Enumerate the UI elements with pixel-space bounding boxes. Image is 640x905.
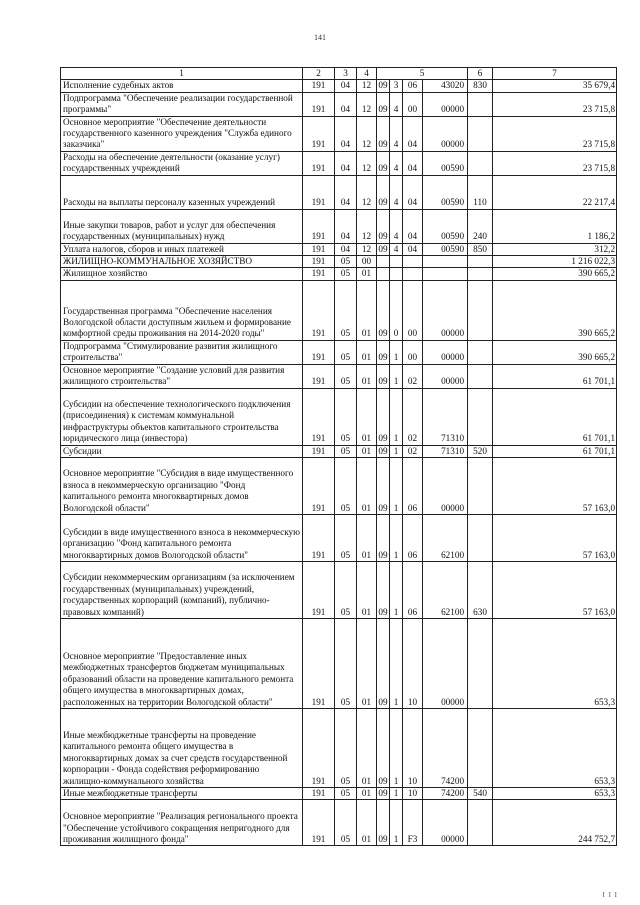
amount-cell: 244 752,7 [493,800,617,846]
table-header-row [61,68,617,80]
amount-cell: 390 665,2 [493,280,617,340]
expense-type-cell [468,388,493,445]
subprogram-code-cell: 1 [390,457,403,514]
subsection-code-cell: 12 [357,92,377,116]
direction-code-cell: 62100 [423,514,468,561]
section-code-cell: 05 [335,280,357,340]
subsection-code-cell: 12 [357,80,377,92]
ministry-code-cell: 191 [303,364,335,388]
program-code-cell: 09 [377,175,390,209]
program-code-cell: 09 [378,445,388,456]
subprogram-code-cell [390,268,403,280]
subprogram-code-cell: 4 [390,175,403,209]
header-cell-subsection: 4 [357,68,377,80]
header-cell-amount: 7 [493,68,617,80]
activity-code-cell: 04 [403,116,423,151]
row-name-cell: Основное мероприятие "Предоставление иных межбюджетных трансфертов бюджетам муниципальных образований области на проведение капитального ремонта общего имущества в многоквартирных домах, расположенных на территории Вологодской области" [61,618,303,708]
program-code-cell: 09 [377,280,390,340]
activity-code-cell: 02 [403,445,423,457]
direction-code-cell: 00000 [423,92,468,116]
table-row [61,514,617,561]
section-code-cell: 05 [335,364,357,388]
direction-code-cell: 62100 [423,561,468,618]
subsection-code-cell: 12 [357,175,377,209]
expense-type-cell [468,800,493,846]
program-code-cell: 09 [377,151,390,175]
subsection-code-cell: 01 [357,787,377,799]
row-name-cell: Иные межбюджетные трансферты на проведение капитального ремонта общего имущества в многоквартирных домах за счет средств государственной корпорации - Фонда содействия реформированию жилищно-коммунального хозяйства [61,708,303,787]
expense-type-cell [468,116,493,151]
direction-code-cell: 43020 [423,80,468,92]
ministry-code-cell: 191 [303,340,335,364]
expense-type-cell: 540 [468,787,493,799]
section-code-cell: 04 [335,80,357,92]
activity-code-cell: 10 [403,708,423,787]
amount-cell: 35 679,4 [493,80,617,92]
program-code-cell: 09 [377,618,390,708]
expense-type-cell [468,618,493,708]
program-code-cell [377,268,390,280]
expense-type-cell: 850 [468,243,493,255]
row-name-cell: Исполнение судебных актов [61,80,303,92]
subprogram-code-cell: 1 [390,445,403,457]
expense-type-cell [468,151,493,175]
activity-code-cell: 04 [403,209,423,243]
subprogram-code-cell: 1 [390,388,403,445]
ministry-code-cell: 191 [303,80,335,92]
header-cell-ministry: 2 [303,68,335,80]
row-name-cell: Государственная программа "Обеспечение населения Вологодской области доступным жильем и формирование комфортной среды проживания на 2014-2020 годы" [61,280,303,340]
direction-code-cell: 00000 [423,618,468,708]
program-code-cell: 09 [377,708,390,787]
amount-cell: 1 186,2 [493,209,617,243]
activity-code-cell: 06 [403,457,423,514]
row-name-cell: Уплата налогов, сборов и иных платежей [61,243,303,255]
direction-code-cell: 00590 [423,243,468,255]
table-row [61,787,617,799]
section-code-cell: 05 [335,800,357,846]
subprogram-code-cell: 4 [390,151,403,175]
row-name-cell: Подпрограмма "Обеспечение реализации государственной программы" [61,92,303,116]
ministry-code-cell: 191 [303,280,335,340]
subprogram-code-cell: 4 [390,92,403,116]
subprogram-code-cell: 1 [390,340,403,364]
amount-cell: 1 216 022,3 [493,256,617,268]
row-name-cell: Иные закупки товаров, работ и услуг для обеспечения государственных (муниципальных) нужд [61,209,303,243]
table-row [61,116,617,151]
section-code-cell: 05 [335,256,357,268]
expense-type-cell [468,457,493,514]
direction-code-cell: 00000 [423,280,468,340]
amount-cell: 390 665,2 [493,340,617,364]
subprogram-code-cell: 3 [390,80,403,92]
subprogram-code-cell: 1 [390,618,403,708]
expense-type-cell [468,92,493,116]
header-cell-section: 3 [335,68,357,80]
section-code-cell: 05 [335,514,357,561]
table-row [61,457,617,514]
row-name-cell: Жилищное хозяйство [61,268,303,280]
section-code-cell: 05 [335,340,357,364]
activity-code-cell: 00 [403,280,423,340]
amount-cell: 57 163,0 [493,457,617,514]
direction-code-cell: 74200 [423,708,468,787]
ministry-code-cell: 191 [303,243,335,255]
program-code-cell: 09 [378,80,388,91]
subsection-code-cell: 01 [357,618,377,708]
ministry-code-cell: 191 [303,787,335,799]
page-number: 141 [314,33,326,42]
activity-code-cell [403,256,423,268]
amount-cell: 61 701,1 [493,445,617,457]
subsection-code-cell: 12 [357,243,377,255]
section-code-cell: 05 [335,787,357,799]
program-code-cell: 09 [378,787,388,798]
subprogram-code-cell: 0 [390,280,403,340]
ministry-code-cell: 191 [303,561,335,618]
direction-code-cell [423,268,468,280]
subsection-code-cell: 01 [357,561,377,618]
expense-type-cell: 240 [468,209,493,243]
subsection-code-cell: 00 [357,256,377,268]
activity-code-cell: 04 [403,151,423,175]
subprogram-code-cell [390,256,403,268]
table-row [61,340,617,364]
section-code-cell: 05 [335,268,357,280]
header-cell-expense-type: 6 [468,68,493,80]
direction-code-cell: 00590 [423,175,468,209]
ministry-code-cell: 191 [303,175,335,209]
amount-cell: 61 701,1 [493,364,617,388]
amount-cell: 312,2 [493,243,617,255]
program-code-cell: 09 [377,92,390,116]
row-name-cell: Расходы на выплаты персоналу казенных учреждений [61,175,303,209]
table-row [61,445,617,457]
program-code-cell: 09 [377,800,390,846]
ministry-code-cell: 191 [303,256,335,268]
expense-type-cell: 630 [468,561,493,618]
table-row [61,92,617,116]
table-row [61,243,617,255]
activity-code-cell: F3 [403,800,423,846]
amount-cell: 22 217,4 [493,175,617,209]
subprogram-code-cell: 4 [390,243,403,255]
subsection-code-cell: 01 [357,800,377,846]
table-row [61,268,617,280]
section-code-cell: 04 [335,209,357,243]
subprogram-code-cell: 1 [390,787,403,799]
ministry-code-cell: 191 [303,268,335,280]
ministry-code-cell: 191 [303,618,335,708]
direction-code-cell: 71310 [423,388,468,445]
section-code-cell: 05 [335,445,357,457]
subprogram-code-cell: 1 [390,800,403,846]
ministry-code-cell: 191 [303,388,335,445]
table-row [61,388,617,445]
amount-cell: 23 715,8 [493,151,617,175]
row-name-cell: Подпрограмма "Стимулирование развития жилищного строительства" [61,340,303,364]
subprogram-code-cell: 1 [390,708,403,787]
table-row [61,561,617,618]
amount-cell: 653,3 [493,708,617,787]
row-name-cell: Основное мероприятие "Субсидия в виде имущественного взноса в некоммерческую организацию "Фонд капитального ремонта многоквартирных домов Вологодской области" [61,457,303,514]
subprogram-code-cell: 1 [390,364,403,388]
row-name-cell: Иные межбюджетные трансферты [61,787,303,799]
activity-code-cell: 04 [403,175,423,209]
program-code-cell: 09 [377,514,390,561]
ministry-code-cell: 191 [303,151,335,175]
table-row [61,175,617,209]
ministry-code-cell: 191 [303,209,335,243]
row-name-cell: Субсидии [61,445,303,457]
activity-code-cell: 06 [403,514,423,561]
table-row [61,80,617,92]
expense-type-cell: 830 [468,80,493,92]
subprogram-code-cell: 4 [390,209,403,243]
activity-code-cell: 10 [403,618,423,708]
row-name-cell: Субсидии в виде имущественного взноса в некоммерческую организацию "Фонд капитального ремонта многоквартирных домов Вологодской области" [61,514,303,561]
ministry-code-cell: 191 [303,800,335,846]
direction-code-cell: 00000 [423,116,468,151]
corner-mark: I I I [602,891,618,899]
row-name-cell: Основное мероприятие "Создание условий для развития жилищного строительства" [61,364,303,388]
program-code-cell: 09 [377,340,390,364]
section-code-cell: 04 [335,243,357,255]
ministry-code-cell: 191 [303,457,335,514]
ministry-code-cell: 191 [303,116,335,151]
activity-code-cell: 00 [403,340,423,364]
direction-code-cell: 00000 [423,457,468,514]
subsection-code-cell: 12 [357,151,377,175]
expense-type-cell [468,340,493,364]
expense-type-cell: 110 [468,175,493,209]
row-name-cell: Основное мероприятие "Обеспечение деятельности государственного казенного учреждения "Служба единого заказчика" [61,116,303,151]
row-name-cell: Основное мероприятие "Реализация регионального проекта "Обеспечение устойчивого сокращения непригодного для проживания жилищного фонда" [61,800,303,846]
table-row [61,800,617,846]
budget-table [60,67,617,846]
table-row [61,151,617,175]
amount-cell: 390 665,2 [493,268,617,280]
subsection-code-cell: 01 [357,268,377,280]
activity-code-cell: 02 [403,364,423,388]
amount-cell: 23 715,8 [493,116,617,151]
program-code-cell: 09 [377,457,390,514]
subprogram-code-cell: 1 [390,561,403,618]
expense-type-cell [468,514,493,561]
direction-code-cell: 00590 [423,151,468,175]
subprogram-code-cell: 4 [390,116,403,151]
expense-type-cell [468,268,493,280]
subsection-code-cell: 01 [357,445,377,457]
section-code-cell: 05 [335,561,357,618]
subsection-code-cell: 01 [357,364,377,388]
activity-code-cell: 06 [403,80,423,92]
direction-code-cell: 00000 [423,364,468,388]
row-name-cell: Субсидии на обеспечение технологического подключения (присоединения) к системам коммунальной инфраструктуры объектов капитального строительства юридического лица (инвестора) [61,388,303,445]
subsection-code-cell: 12 [357,209,377,243]
subsection-code-cell: 01 [357,280,377,340]
section-code-cell: 04 [335,175,357,209]
program-code-cell: 09 [377,364,390,388]
subprogram-code-cell: 1 [390,514,403,561]
expense-type-cell: 520 [468,445,493,457]
activity-code-cell: 04 [403,243,423,255]
program-code-cell: 09 [378,243,388,254]
section-code-cell: 05 [335,457,357,514]
amount-cell: 57 163,0 [493,514,617,561]
subsection-code-cell: 01 [357,514,377,561]
program-code-cell: 09 [377,388,390,445]
program-code-cell: 09 [377,209,390,243]
expense-type-cell [468,280,493,340]
amount-cell: 57 163,0 [493,561,617,618]
program-code-cell: 09 [377,116,390,151]
table-row [61,364,617,388]
ministry-code-cell: 191 [303,514,335,561]
row-name-cell: Субсидии некоммерческим организациям (за исключением государственных (муниципальных) учреждений, государственных корпораций (компаний), публично-правовых компаний) [61,561,303,618]
ministry-code-cell: 191 [303,445,335,457]
section-code-cell: 05 [335,708,357,787]
activity-code-cell: 10 [403,787,423,799]
header-cell-name: 1 [61,68,303,80]
section-code-cell: 04 [335,116,357,151]
row-name-cell: ЖИЛИЩНО-КОММУНАЛЬНОЕ ХОЗЯЙСТВО [61,256,303,268]
program-code-cell [377,256,390,268]
program-code-cell: 09 [377,561,390,618]
amount-cell: 23 715,8 [493,92,617,116]
activity-code-cell: 00 [403,92,423,116]
section-code-cell: 05 [335,618,357,708]
ministry-code-cell: 191 [303,708,335,787]
expense-type-cell [468,364,493,388]
direction-code-cell [423,256,468,268]
direction-code-cell: 00000 [423,340,468,364]
activity-code-cell: 02 [403,388,423,445]
header-cell-target-article: 5 [377,68,468,80]
direction-code-cell: 74200 [423,787,468,799]
ministry-code-cell: 191 [303,92,335,116]
direction-code-cell: 00000 [423,800,468,846]
subsection-code-cell: 01 [357,457,377,514]
table-row [61,209,617,243]
table-row [61,708,617,787]
section-code-cell: 04 [335,151,357,175]
section-code-cell: 04 [335,92,357,116]
subsection-code-cell: 12 [357,116,377,151]
subsection-code-cell: 01 [357,708,377,787]
row-name-cell: Расходы на обеспечение деятельности (оказание услуг) государственных учреждений [61,151,303,175]
expense-type-cell [468,708,493,787]
subsection-code-cell: 01 [357,340,377,364]
amount-cell: 653,3 [493,787,617,799]
activity-code-cell: 06 [403,561,423,618]
subsection-code-cell: 01 [357,388,377,445]
activity-code-cell [403,268,423,280]
section-code-cell: 05 [335,388,357,445]
expense-type-cell [468,256,493,268]
amount-cell: 61 701,1 [493,388,617,445]
table-row [61,256,617,268]
direction-code-cell: 00590 [423,209,468,243]
table-row [61,280,617,340]
table-row [61,618,617,708]
amount-cell: 653,3 [493,618,617,708]
direction-code-cell: 71310 [423,445,468,457]
